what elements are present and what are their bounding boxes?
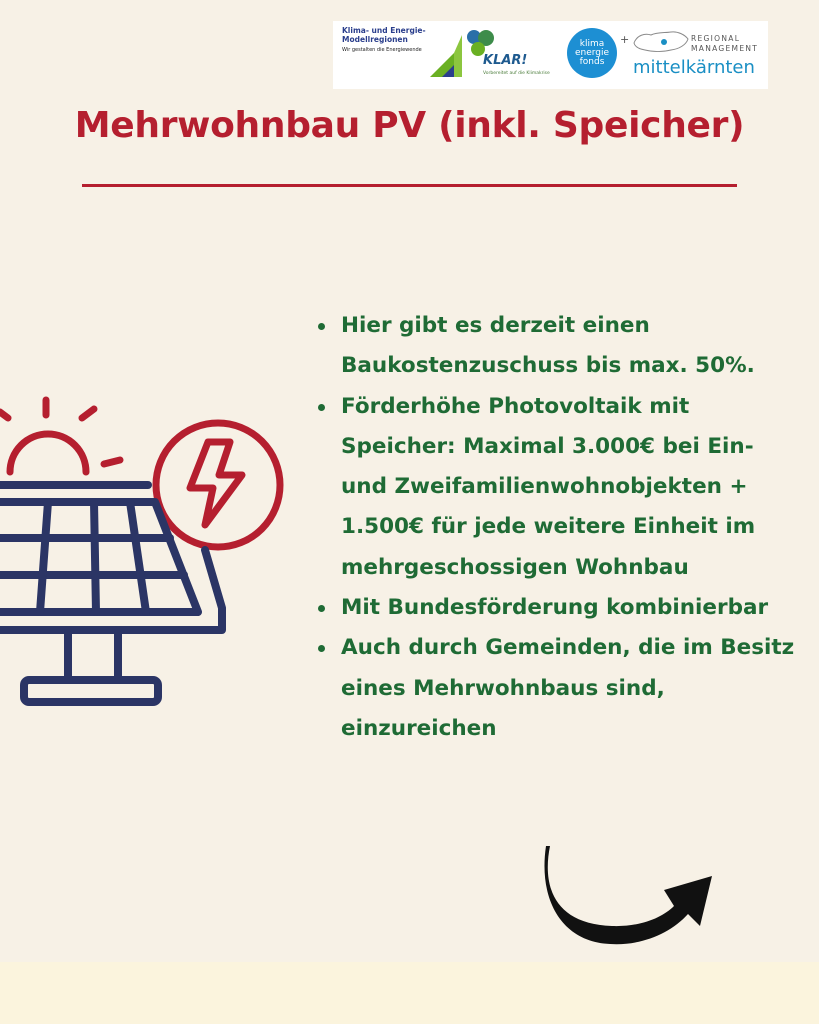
- rm-line1: REGIONAL: [691, 34, 741, 43]
- logo-plus-sign: +: [620, 33, 630, 46]
- curved-arrow-icon: [540, 842, 720, 954]
- kem-logo-line2: Modellregionen: [342, 34, 408, 44]
- kef-line3: fonds: [579, 56, 605, 67]
- kem-logo-text: [342, 27, 432, 44]
- klar-logo-name: KLAR!: [483, 53, 528, 68]
- mittelkaernten-logo-text: mittelkärnten: [633, 57, 755, 78]
- carinthia-map-icon: [631, 29, 691, 55]
- bottom-band: [0, 962, 819, 1024]
- rm-line2: MANAGEMENT: [691, 44, 759, 53]
- funding-bullet-list: [312, 306, 802, 749]
- regional-management-label: [691, 34, 758, 54]
- lightning-bolt-icon: [156, 423, 280, 547]
- kef-line1: klima: [579, 38, 605, 49]
- sponsor-logo-bar: [333, 21, 768, 89]
- kem-logo-tagline: Wir gestalten die Energiewende: [342, 47, 422, 53]
- bullet-item: Hier gibt es derzeit einen Baukostenzuschuss bis max. 50%.: [312, 306, 802, 387]
- kef-line2: energie: [574, 47, 610, 58]
- page-title: Mehrwohnbau PV (inkl. Speicher): [74, 105, 745, 146]
- klima-energie-fonds-logo: [567, 28, 617, 78]
- klar-logo-tagline: Vorbereitet auf die Klimakrise: [483, 71, 550, 76]
- bullet-item: Förderhöhe Photovoltaik mit Speicher: Maximal 3.000€ bei Ein- und Zweifamilienwohnobjekten + 1.500€ für jede weitere Einheit im mehrgeschossigen Wohnbau: [312, 387, 802, 588]
- solar-panel-icon: [0, 390, 300, 720]
- sun-icon: [0, 400, 120, 472]
- title-divider: [82, 184, 737, 187]
- panel-grid: [0, 485, 222, 702]
- bullet-item: Mit Bundesförderung kombinierbar: [312, 588, 802, 628]
- kem-logo-icon: [428, 31, 466, 79]
- kem-logo-line1: Klima- und Energie-: [342, 26, 426, 35]
- bullet-item: Auch durch Gemeinden, die im Besitz eines Mehrwohnbaus sind, einzureichen: [312, 628, 802, 749]
